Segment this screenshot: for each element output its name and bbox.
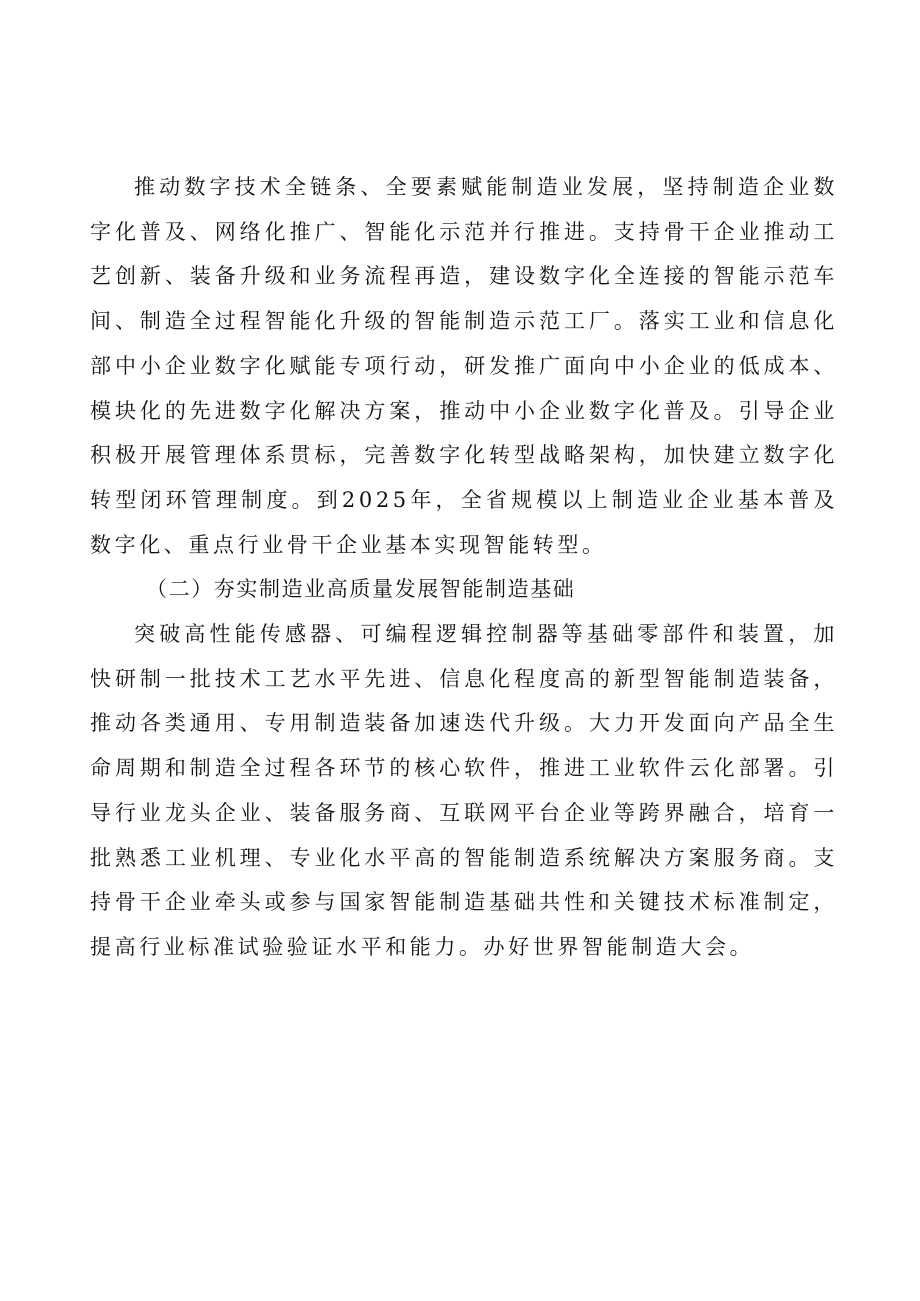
body-paragraph: 推动数字技术全链条、全要素赋能制造业发展，坚持制造企业数字化普及、网络化推广、智能化示范并行推进。支持骨干企业推动工艺创新、装备升级和业务流程再造，建设数字化全连接的智能示范车间、制造全过程智能化升级的智能制造示范工厂。落实工业和信息化部中小企业数字化赋能专项行动，研发推广面向中小企业的低成本、模块化的先进数字化解决方案，推动中小企业数字化普及。引导企业积极开展管理体系贯标，完善数字化转型战略架构，加快建立数字化转型闭环管理制度。到2025年，全省规模以上制造业企业基本普及数字化、重点行业骨干企业基本实现智能转型。 — [90, 175, 838, 557]
document-body — [90, 165, 838, 970]
section-heading: （二）夯实制造业高质量发展智能制造基础 — [146, 577, 576, 602]
body-paragraph: 突破高性能传感器、可编程逻辑控制器等基础零部件和装置，加快研制一批技术工艺水平先进、信息化程度高的新型智能制造装备，推动各类通用、专用制造装备加速迭代升级。大力开发面向产品全生命周期和制造全过程各环节的核心软件，推进工业软件云化部署。引导行业龙头企业、装备服务商、互联网平台企业等跨界融合，培育一批熟悉工业机理、专业化水平高的智能制造系统解决方案服务商。支持骨干企业牵头或参与国家智能制造基础共性和关键技术标准制定，提高行业标准试验验证水平和能力。办好世界智能制造大会。 — [90, 622, 838, 959]
